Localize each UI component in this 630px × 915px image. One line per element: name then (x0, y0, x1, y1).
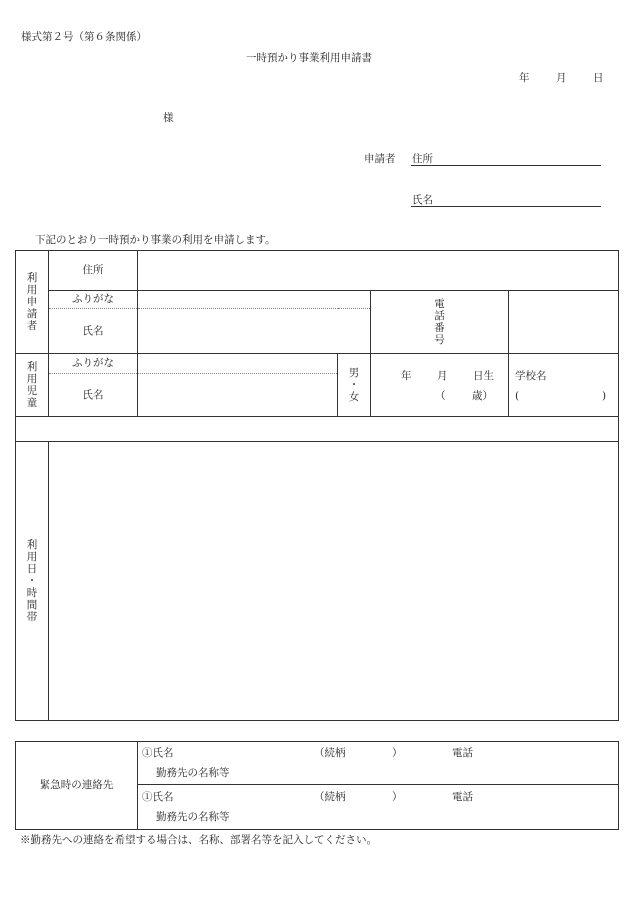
applicant-furigana-input[interactable] (138, 291, 371, 309)
child-name-cell-label: 氏名 (49, 374, 138, 417)
child-school[interactable] (509, 354, 619, 417)
contact-2-relation-open: （続柄 (314, 791, 346, 803)
contact-2-phone-label: 電話 (452, 791, 473, 803)
contact-2-work-label: 勤務先の名称等 (156, 811, 230, 823)
school-label: 学校名 (515, 370, 547, 382)
contact-1-work-label: 勤務先の名称等 (156, 767, 230, 779)
applicant-address-input[interactable] (138, 251, 619, 291)
applicant-name-cell-label: 氏名 (49, 309, 138, 354)
birth-day-label: 日生 (473, 370, 494, 382)
form-number: 様式第２号（第６条関係） (21, 31, 147, 43)
school-close: ) (602, 390, 607, 402)
birth-year-label: 年 (401, 370, 412, 382)
applicant-name-input[interactable] (138, 309, 371, 354)
applicant-side-label: 利 用 申 請 者 (16, 251, 49, 354)
applicant-address-line[interactable] (411, 165, 601, 166)
age-unit: 歳） (472, 390, 493, 402)
phone-label: 電 話 番 号 (371, 291, 509, 354)
contact-2-name-label: ①氏名 (142, 791, 174, 803)
contact-1-relation-open: （続柄 (314, 747, 346, 759)
blank-row[interactable] (16, 417, 619, 442)
child-sex[interactable]: 男 ・ 女 (338, 354, 371, 417)
addressee-suffix: 様 (163, 112, 174, 124)
contact-1-relation-close: ） (392, 747, 403, 759)
child-furigana-input[interactable] (138, 354, 338, 374)
applicant-name-line[interactable] (411, 206, 601, 207)
contact-1-phone-label: 電話 (452, 747, 473, 759)
usage-input[interactable] (49, 442, 619, 721)
age-open: （ (435, 390, 446, 402)
date-month-label: 月 (556, 72, 567, 84)
applicant-label: 申請者 (364, 153, 396, 165)
applicant-address-cell-label: 住所 (49, 251, 138, 291)
applicant-address-label: 住所 (412, 153, 433, 165)
applicant-furigana-label: ふりがな (49, 291, 138, 309)
contact-1-name-label: ①氏名 (142, 747, 174, 759)
date-day-label: 日 (593, 72, 604, 84)
emergency-contact-2[interactable] (138, 785, 619, 830)
child-name-input[interactable] (138, 374, 338, 417)
phone-input[interactable] (509, 291, 619, 354)
form-title: 一時預かり事業利用申請書 (246, 52, 372, 64)
school-open: ( (515, 390, 520, 402)
usage-side-label: 利 用 日 ・ 時 間 帯 (16, 442, 49, 721)
contact-2-relation-close: ） (392, 791, 403, 803)
date-year-label: 年 (519, 72, 530, 84)
emergency-table (15, 741, 619, 830)
applicant-name-label: 氏名 (412, 194, 433, 206)
child-furigana-label: ふりがな (49, 354, 138, 374)
application-table (15, 250, 619, 721)
child-birthdate[interactable] (371, 354, 509, 417)
emergency-label: 緊急時の連絡先 (16, 742, 138, 830)
birth-month-label: 月 (437, 370, 448, 382)
child-side-label: 利 用 児 童 (16, 354, 49, 417)
emergency-contact-1[interactable] (138, 742, 619, 785)
intro-text: 下記のとおり一時預かり事業の利用を申請します。 (35, 234, 276, 246)
footnote: ※勤務先への連絡を希望する場合は、名称、部署名等を記入してください。 (20, 834, 377, 846)
